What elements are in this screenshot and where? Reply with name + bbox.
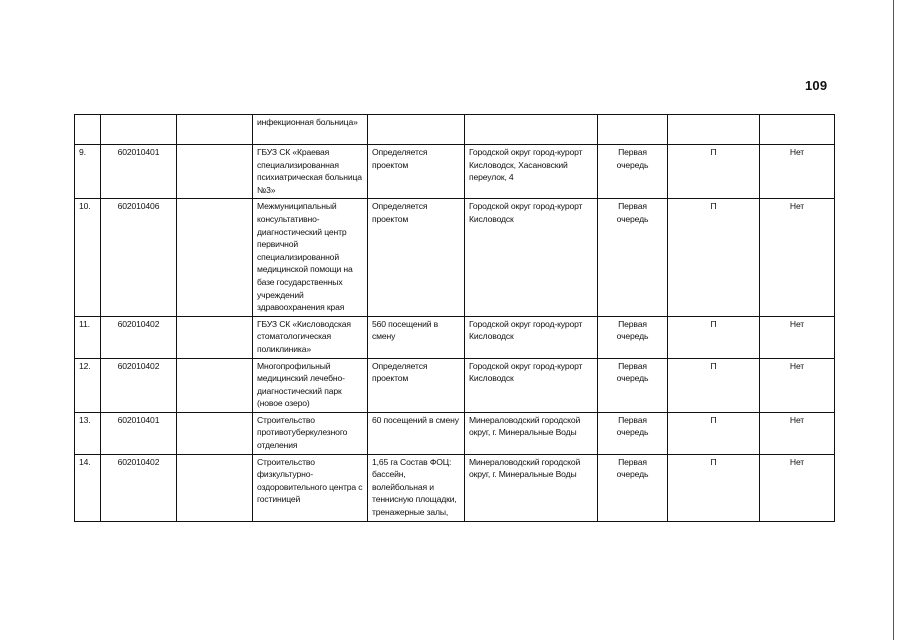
- object-name-cell: инфекционная больница»: [253, 115, 368, 145]
- flag-cell: [760, 115, 835, 145]
- location-cell: Городской округ город-курорт Кисловодск: [465, 199, 598, 316]
- row-number-cell: [75, 115, 101, 145]
- row-number-cell: 9.: [75, 145, 101, 199]
- capacity-cell: 60 посещений в смену: [368, 412, 465, 454]
- object-name-cell: ГБУЗ СК «Краевая специализированная психиатрическая больница №3»: [253, 145, 368, 199]
- code-cell: [101, 115, 177, 145]
- location-cell: Минераловодский городской округ, г. Минеральные Воды: [465, 454, 598, 521]
- code-cell: 602010402: [101, 454, 177, 521]
- blank-cell: [177, 454, 253, 521]
- location-cell: Городской округ город-курорт Кисловодск, Хасановский переулок, 4: [465, 145, 598, 199]
- location-cell: Минераловодский городской округ, г. Минеральные Воды: [465, 412, 598, 454]
- queue-cell: Первая очередь: [598, 145, 668, 199]
- row-number-cell: 14.: [75, 454, 101, 521]
- row-number-cell: 10.: [75, 199, 101, 316]
- object-name-cell: Многопрофильный медицинский лечебно-диагностический парк (новое озеро): [253, 358, 368, 412]
- queue-cell: Первая очередь: [598, 454, 668, 521]
- status-sign-cell: [668, 115, 760, 145]
- table-row: [75, 316, 835, 358]
- code-cell: 602010406: [101, 199, 177, 316]
- location-cell: Городской округ город-курорт Кисловодск: [465, 316, 598, 358]
- location-cell: [465, 115, 598, 145]
- queue-cell: [598, 115, 668, 145]
- capacity-cell: Определяется проектом: [368, 199, 465, 316]
- status-sign-cell: П: [668, 454, 760, 521]
- table-row: [75, 454, 835, 521]
- queue-cell: Первая очередь: [598, 412, 668, 454]
- blank-cell: [177, 358, 253, 412]
- code-cell: 602010402: [101, 316, 177, 358]
- flag-cell: Нет: [760, 412, 835, 454]
- table-row: [75, 145, 835, 199]
- object-name-cell: Строительство противотуберкулезного отделения: [253, 412, 368, 454]
- blank-cell: [177, 316, 253, 358]
- flag-cell: Нет: [760, 316, 835, 358]
- page-number: 109: [805, 78, 828, 93]
- queue-cell: Первая очередь: [598, 199, 668, 316]
- row-number-cell: 12.: [75, 358, 101, 412]
- status-sign-cell: П: [668, 199, 760, 316]
- code-cell: 602010401: [101, 412, 177, 454]
- flag-cell: Нет: [760, 145, 835, 199]
- table-row: [75, 358, 835, 412]
- capacity-cell: Определяется проектом: [368, 358, 465, 412]
- facilities-table: [74, 114, 835, 522]
- table-row: [75, 199, 835, 316]
- object-name-cell: ГБУЗ СК «Кисловодская стоматологическая поликлиника»: [253, 316, 368, 358]
- object-name-cell: Строительство физкультурно-оздоровительного центра с гостиницей: [253, 454, 368, 521]
- status-sign-cell: П: [668, 412, 760, 454]
- status-sign-cell: П: [668, 316, 760, 358]
- blank-cell: [177, 115, 253, 145]
- code-cell: 602010401: [101, 145, 177, 199]
- capacity-cell: Определяется проектом: [368, 145, 465, 199]
- flag-cell: Нет: [760, 358, 835, 412]
- status-sign-cell: П: [668, 145, 760, 199]
- queue-cell: Первая очередь: [598, 358, 668, 412]
- table-row: [75, 115, 835, 145]
- flag-cell: Нет: [760, 454, 835, 521]
- blank-cell: [177, 199, 253, 316]
- blank-cell: [177, 145, 253, 199]
- page-edge-line: [893, 0, 894, 640]
- row-number-cell: 11.: [75, 316, 101, 358]
- row-number-cell: 13.: [75, 412, 101, 454]
- object-name-cell: Межмуниципальный консультативно-диагностический центр первичной специализированной медицинской помощи на базе государственных учреждений здравоохранения края: [253, 199, 368, 316]
- code-cell: 602010402: [101, 358, 177, 412]
- queue-cell: Первая очередь: [598, 316, 668, 358]
- location-cell: Городской округ город-курорт Кисловодск: [465, 358, 598, 412]
- blank-cell: [177, 412, 253, 454]
- capacity-cell: 560 посещений в смену: [368, 316, 465, 358]
- flag-cell: Нет: [760, 199, 835, 316]
- table-row: [75, 412, 835, 454]
- capacity-cell: [368, 115, 465, 145]
- capacity-cell: 1,65 га Состав ФОЦ: бассейн, волейбольная и теннисную площадки, тренажерные залы,: [368, 454, 465, 521]
- status-sign-cell: П: [668, 358, 760, 412]
